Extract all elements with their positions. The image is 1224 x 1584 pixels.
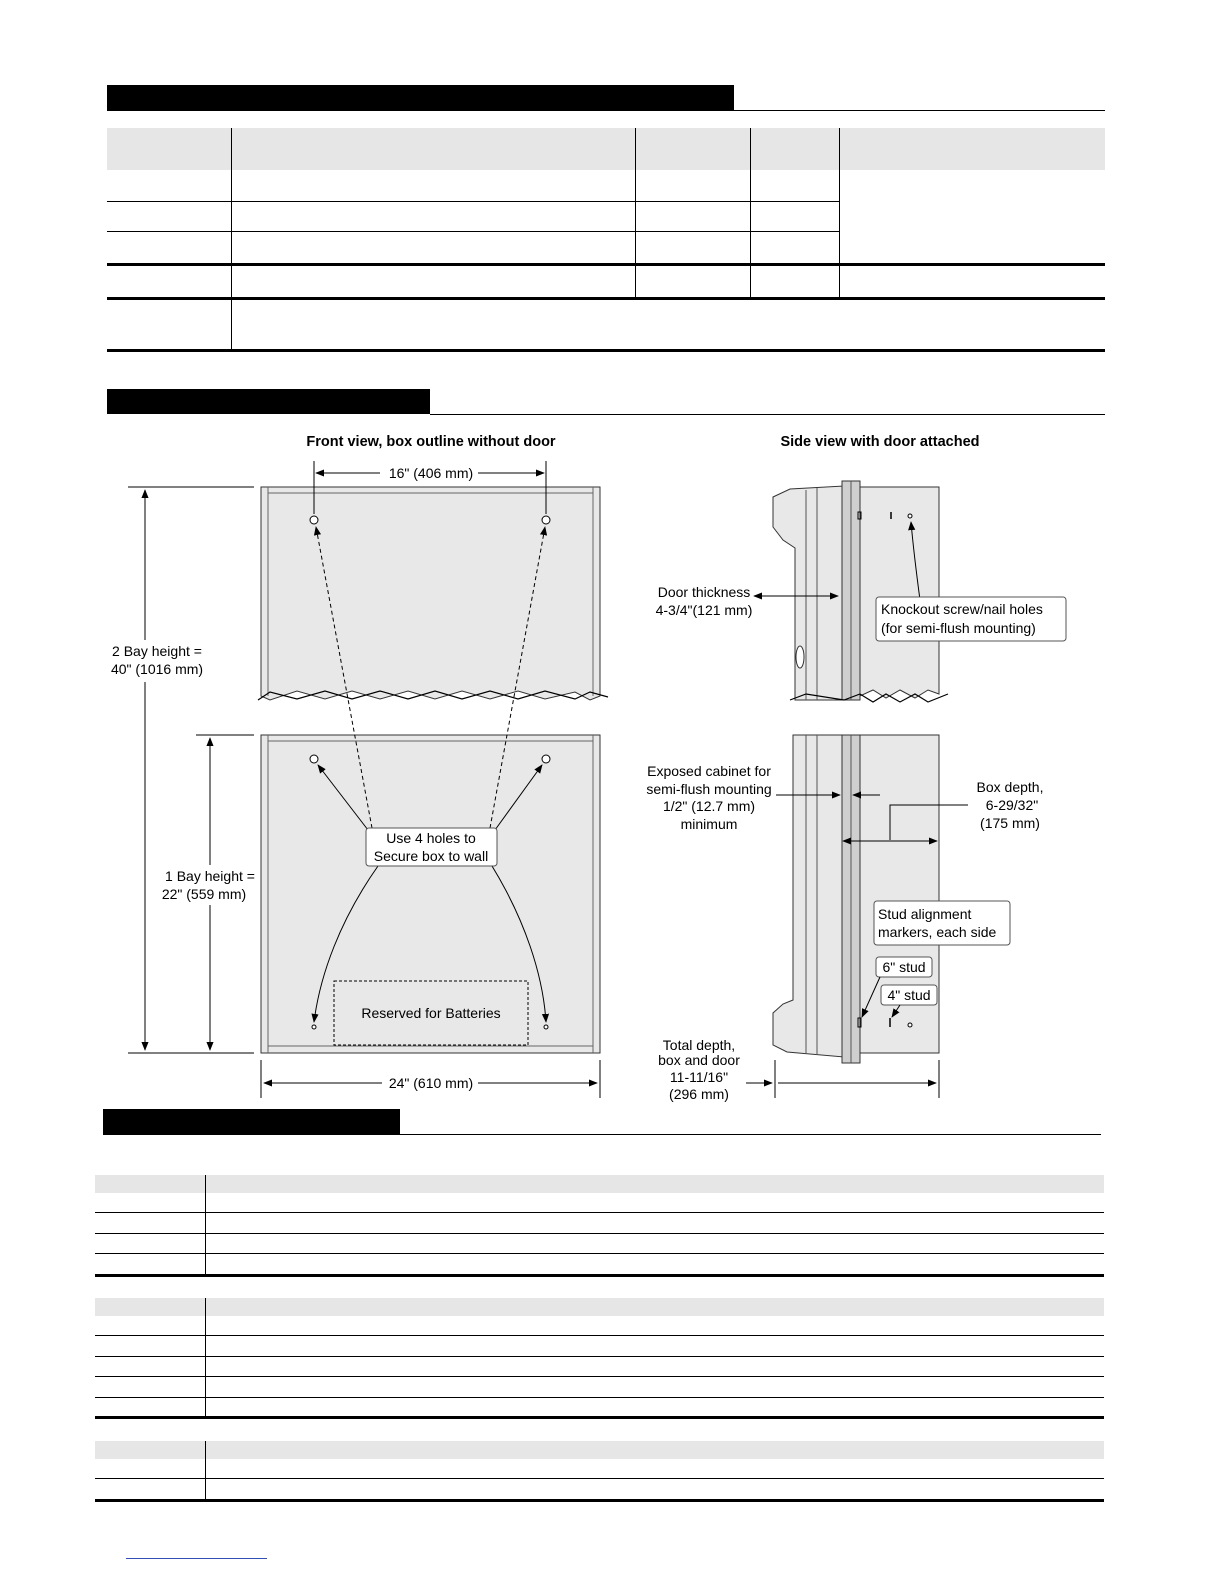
exposed-line2: semi-flush mounting xyxy=(646,781,772,797)
mounting-hole xyxy=(310,516,318,524)
two-bay-label-line2: 40" (1016 mm) xyxy=(110,661,204,677)
side-door-upper xyxy=(773,486,844,700)
table-row-divider xyxy=(95,1397,1104,1398)
mounting-hole xyxy=(544,1025,548,1029)
total-depth-line3: 11-11/16" xyxy=(669,1069,729,1085)
table-row-divider xyxy=(95,1253,1104,1254)
box-depth-line1: Box depth, xyxy=(976,779,1044,795)
door-thickness-line2: 4-3/4"(121 mm) xyxy=(655,602,753,618)
holes-callout-line2: Secure box to wall xyxy=(373,848,489,864)
table-row-divider xyxy=(95,1376,1104,1377)
knockout-hole xyxy=(908,1023,912,1027)
front-view-title: Front view, box outline without door xyxy=(306,434,556,450)
table-row-divider xyxy=(95,1233,1104,1234)
total-depth-line4: (296 mm) xyxy=(669,1086,729,1102)
two-bay-label-line1: 2 Bay height = xyxy=(112,643,202,659)
side-view-title: Side view with door attached xyxy=(780,434,980,450)
exposed-line3: 1/2" (12.7 mm) xyxy=(662,798,756,814)
mounting-hole xyxy=(542,755,550,763)
stud-callout-line1: Stud alignment xyxy=(878,906,972,922)
hole-spacing-label: 16" (406 mm) xyxy=(388,465,474,481)
table-row-divider xyxy=(95,1478,1104,1479)
table-3-header-row xyxy=(95,1298,1104,1316)
box-depth-line2: 6-29/32" xyxy=(985,797,1039,813)
table-2-header-row xyxy=(95,1175,1104,1193)
mounting-hole xyxy=(312,1025,316,1029)
knockout-callout-line1: Knockout screw/nail holes xyxy=(881,601,1043,617)
table-row-divider xyxy=(95,1274,1104,1277)
footer-link[interactable] xyxy=(126,1558,267,1559)
knockout-hole xyxy=(908,514,912,518)
one-bay-label-line2: 22" (559 mm) xyxy=(161,886,247,902)
side-door-lower xyxy=(773,735,844,1057)
stud4-label: 4" stud xyxy=(887,987,931,1003)
box-depth-line3: (175 mm) xyxy=(980,815,1040,831)
total-depth-line1: Total depth, xyxy=(662,1037,736,1053)
door-thickness-line1: Door thickness xyxy=(657,584,751,600)
battery-area-label: Reserved for Batteries xyxy=(361,1005,501,1021)
holes-callout-line1: Use 4 holes to xyxy=(386,830,476,846)
table-4-header-row xyxy=(95,1441,1104,1459)
mounting-hole xyxy=(542,516,550,524)
table-col-divider xyxy=(205,1175,206,1275)
section-3-rule xyxy=(400,1134,1101,1135)
exposed-line1: Exposed cabinet for xyxy=(647,763,771,779)
table-row-divider xyxy=(95,1335,1104,1336)
one-bay-label-line1: 1 Bay height = xyxy=(165,868,255,884)
section-3-header-bar xyxy=(103,1109,400,1135)
stud6-label: 6" stud xyxy=(882,959,926,975)
table-col-divider xyxy=(205,1441,206,1501)
exposed-line4: minimum xyxy=(680,816,738,832)
table-row-divider xyxy=(95,1416,1104,1419)
stud-callout-line2: markers, each side xyxy=(878,924,997,940)
table-row-divider xyxy=(95,1356,1104,1357)
total-depth-line2: box and door xyxy=(658,1052,740,1068)
table-row-divider xyxy=(95,1499,1104,1502)
table-row-divider xyxy=(95,1212,1104,1213)
table-col-divider xyxy=(205,1298,206,1418)
side-box-upper xyxy=(860,487,939,698)
mounting-hole xyxy=(310,755,318,763)
width-label: 24" (610 mm) xyxy=(388,1075,474,1091)
knockout-callout-line2: (for semi-flush mounting) xyxy=(881,620,1036,636)
knockout xyxy=(796,646,804,668)
